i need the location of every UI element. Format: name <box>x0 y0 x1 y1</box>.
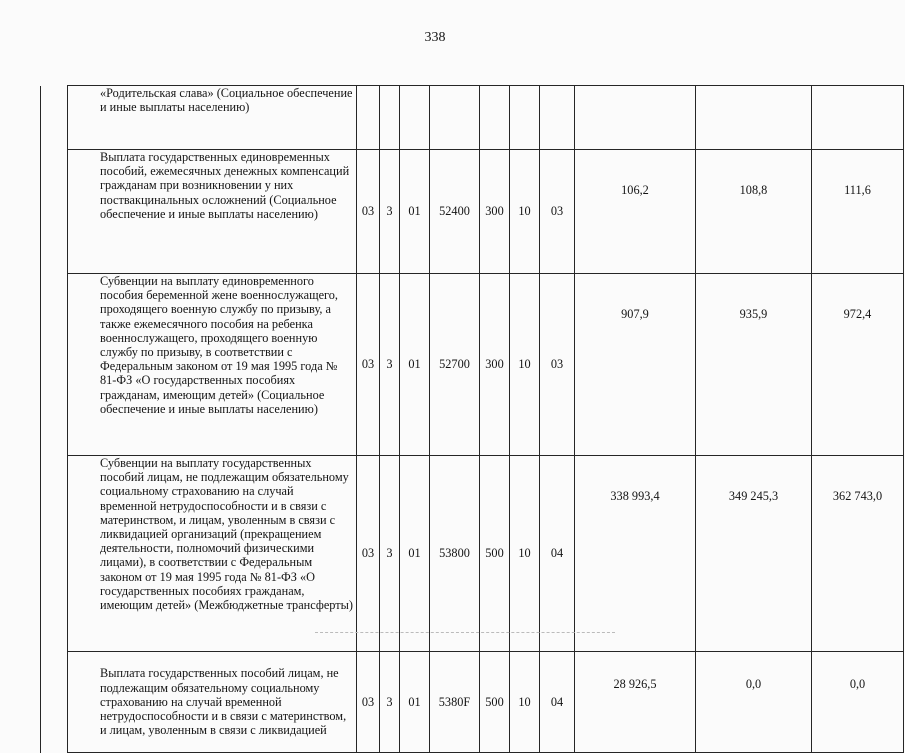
table-row <box>41 652 904 753</box>
amount-year3-cell: 362 743,0 <box>812 456 904 652</box>
expense-name-cell: Выплата государственных единовременных пособий, ежемесячных денежных компенсаций гражданам при возникновении у них поствакцинальных осложнений (Социальное обеспечение и иные выплаты населению) <box>68 150 357 274</box>
budget-code4-cell <box>430 86 480 150</box>
amount-year1-cell: 338 993,4 <box>575 456 696 652</box>
budget-code1-cell: 03 <box>357 274 380 456</box>
budget-code3-cell <box>400 86 430 150</box>
budget-code2-cell <box>380 86 400 150</box>
budget-code1-cell <box>357 86 380 150</box>
budget-code4-cell: 5380F <box>430 652 480 753</box>
page-number: 338 <box>424 30 446 45</box>
blank-cell <box>41 86 68 150</box>
table-row <box>41 86 904 150</box>
amount-year1-cell: 907,9 <box>575 274 696 456</box>
budget-code6-cell: 10 <box>510 456 540 652</box>
budget-code5-cell <box>480 86 510 150</box>
budget-code2-cell: 3 <box>380 274 400 456</box>
budget-code2-cell: 3 <box>380 456 400 652</box>
budget-code3-cell: 01 <box>400 274 430 456</box>
budget-code1-cell: 03 <box>357 652 380 753</box>
budget-table <box>40 85 904 753</box>
budget-code3-cell: 01 <box>400 652 430 753</box>
blank-cell <box>41 274 68 456</box>
budget-code5-cell: 300 <box>480 274 510 456</box>
amount-year2-cell: 0,0 <box>696 652 812 753</box>
amount-year2-cell: 935,9 <box>696 274 812 456</box>
budget-code4-cell: 53800 <box>430 456 480 652</box>
budget-code1-cell: 03 <box>357 150 380 274</box>
budget-code7-cell: 04 <box>540 456 575 652</box>
amount-year3-cell: 0,0 <box>812 652 904 753</box>
budget-code1-cell: 03 <box>357 456 380 652</box>
amount-year3-cell <box>812 86 904 150</box>
budget-code3-cell: 01 <box>400 456 430 652</box>
budget-code2-cell: 3 <box>380 150 400 274</box>
budget-code7-cell: 03 <box>540 150 575 274</box>
blank-cell <box>41 456 68 652</box>
amount-year2-cell: 349 245,3 <box>696 456 812 652</box>
blank-cell <box>41 652 68 753</box>
budget-code6-cell: 10 <box>510 652 540 753</box>
amount-year1-cell <box>575 86 696 150</box>
budget-code4-cell: 52400 <box>430 150 480 274</box>
expense-name-cell: Выплата государственных пособий лицам, не подлежащим обязательному социальному страхованию на случай временной нетрудоспособности и в связи с материнством, и лицам, уволенным в связи с ликвидацией <box>68 652 357 753</box>
scan-artifact-line <box>315 632 615 634</box>
table-row <box>41 274 904 456</box>
expense-name-cell: Субвенции на выплату единовременного пособия беременной жене военнослужащего, проходящего военную службу по призыву, а также ежемесячного пособия на ребенка военнослужащего, проходящего военную службу по призыву, в соответствии с Федеральным законом от 19 мая 1995 года № 81-ФЗ «О государственных пособиях гражданам, имеющим детей» (Социальное обеспечение и иные выплаты населению) <box>68 274 357 456</box>
table-row <box>41 150 904 274</box>
budget-code7-cell: 03 <box>540 274 575 456</box>
amount-year2-cell <box>696 86 812 150</box>
budget-code6-cell: 10 <box>510 150 540 274</box>
blank-cell <box>41 150 68 274</box>
budget-code7-cell: 04 <box>540 652 575 753</box>
table-row <box>41 456 904 652</box>
budget-code5-cell: 300 <box>480 150 510 274</box>
budget-code6-cell <box>510 86 540 150</box>
amount-year1-cell: 106,2 <box>575 150 696 274</box>
budget-code6-cell: 10 <box>510 274 540 456</box>
amount-year3-cell: 111,6 <box>812 150 904 274</box>
budget-code5-cell: 500 <box>480 456 510 652</box>
budget-code5-cell: 500 <box>480 652 510 753</box>
expense-name-cell: Субвенции на выплату государственных пособий лицам, не подлежащим обязательному социальному страхованию на случай временной нетрудоспособности и в связи с материнством, и лицам, уволенным в связи с ликвидацией организаций (прекращением деятельности, полномочий физическими лицами), в соответствии с Федеральным законом от 19 мая 1995 года № 81-ФЗ «О государственных пособиях гражданам, имеющим детей» (Межбюджетные трансферты) <box>68 456 357 652</box>
budget-code7-cell <box>540 86 575 150</box>
amount-year3-cell: 972,4 <box>812 274 904 456</box>
budget-code3-cell: 01 <box>400 150 430 274</box>
expense-name-cell: «Родительская слава» (Социальное обеспечение и иные выплаты населению) <box>68 86 357 150</box>
budget-code2-cell: 3 <box>380 652 400 753</box>
budget-code4-cell: 52700 <box>430 274 480 456</box>
amount-year1-cell: 28 926,5 <box>575 652 696 753</box>
amount-year2-cell: 108,8 <box>696 150 812 274</box>
